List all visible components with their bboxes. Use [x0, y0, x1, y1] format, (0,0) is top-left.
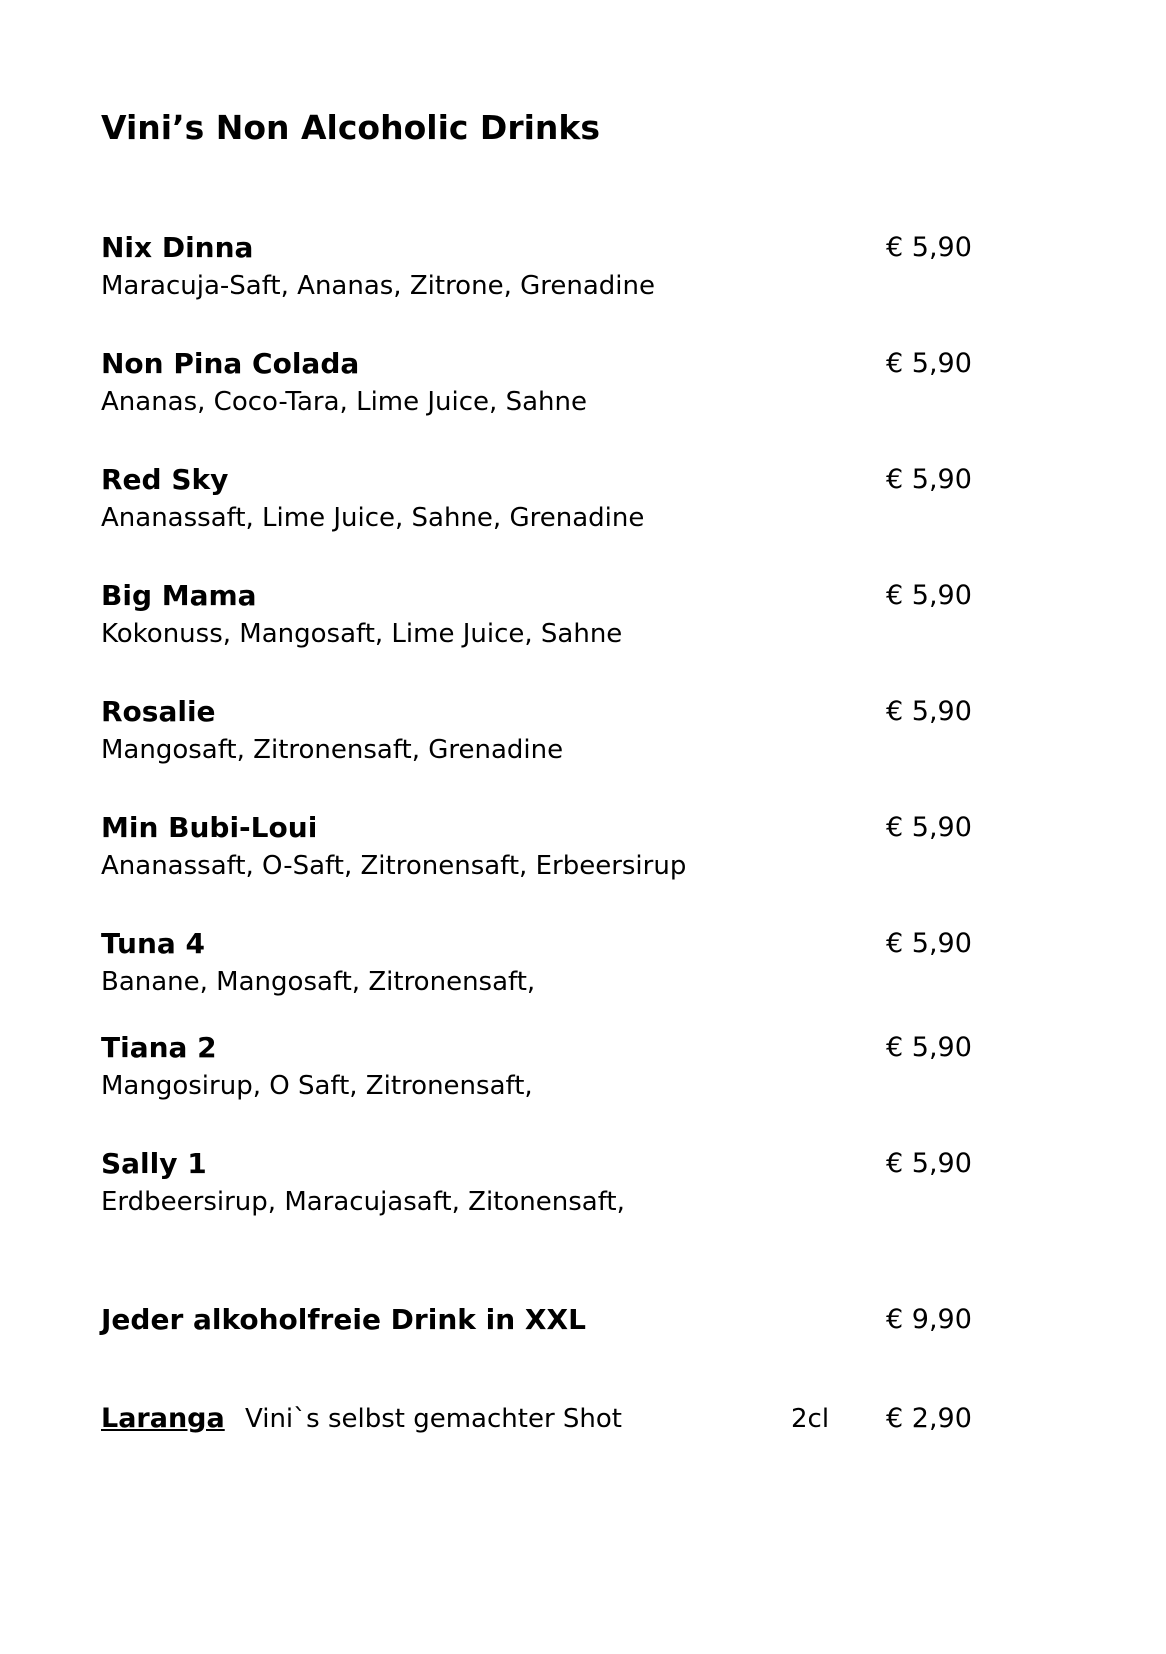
drink-name: Red Sky — [101, 463, 229, 496]
shot-name: Laranga — [101, 1403, 225, 1434]
page-title: Vini’s Non Alcoholic Drinks — [101, 108, 600, 147]
drink-ingredients: Ananassaft, Lime Juice, Sahne, Grenadine — [101, 503, 645, 533]
drink-ingredients: Ananassaft, O-Saft, Zitronensaft, Erbeersirup — [101, 851, 687, 881]
menu-item — [101, 1146, 981, 1226]
drink-ingredients: Mangosirup, O Saft, Zitronensaft, — [101, 1071, 533, 1101]
shot-item — [101, 1401, 981, 1441]
menu-item — [101, 578, 981, 658]
menu-item — [101, 926, 981, 1006]
shot-description: Vini`s selbst gemachter Shot — [245, 1404, 622, 1434]
drink-price: € 5,90 — [886, 1148, 972, 1179]
shot-price: € 2,90 — [886, 1403, 972, 1434]
drink-price: € 5,90 — [886, 1032, 972, 1063]
shot-size: 2cl — [791, 1404, 830, 1434]
drink-name: Big Mama — [101, 579, 257, 612]
drink-name: Tiana 2 — [101, 1031, 217, 1064]
drink-price: € 5,90 — [886, 696, 972, 727]
menu-item — [101, 346, 981, 426]
xxl-price: € 9,90 — [886, 1304, 972, 1335]
drink-name: Nix Dinna — [101, 231, 254, 264]
drink-ingredients: Mangosaft, Zitronensaft, Grenadine — [101, 735, 564, 765]
drink-name: Sally 1 — [101, 1147, 207, 1180]
xxl-label: Jeder alkoholfreie Drink in XXL — [101, 1303, 586, 1336]
drink-price: € 5,90 — [886, 348, 972, 379]
drink-name: Non Pina Colada — [101, 347, 360, 380]
drink-price: € 5,90 — [886, 464, 972, 495]
drink-price: € 5,90 — [886, 928, 972, 959]
drink-ingredients: Erdbeersirup, Maracujasaft, Zitonensaft, — [101, 1187, 625, 1217]
menu-item — [101, 694, 981, 774]
drink-ingredients: Ananas, Coco-Tara, Lime Juice, Sahne — [101, 387, 587, 417]
drink-ingredients: Banane, Mangosaft, Zitronensaft, — [101, 967, 536, 997]
drink-name: Tuna 4 — [101, 927, 206, 960]
menu-item — [101, 1030, 981, 1110]
xxl-option — [101, 1302, 981, 1342]
drink-price: € 5,90 — [886, 580, 972, 611]
drink-ingredients: Kokonuss, Mangosaft, Lime Juice, Sahne — [101, 619, 623, 649]
drink-price: € 5,90 — [886, 232, 972, 263]
menu-item — [101, 230, 981, 310]
menu-item — [101, 810, 981, 890]
drink-name: Rosalie — [101, 695, 216, 728]
drink-price: € 5,90 — [886, 812, 972, 843]
drink-ingredients: Maracuja-Saft, Ananas, Zitrone, Grenadine — [101, 271, 655, 301]
drink-name: Min Bubi-Loui — [101, 811, 318, 844]
menu-item — [101, 462, 981, 542]
